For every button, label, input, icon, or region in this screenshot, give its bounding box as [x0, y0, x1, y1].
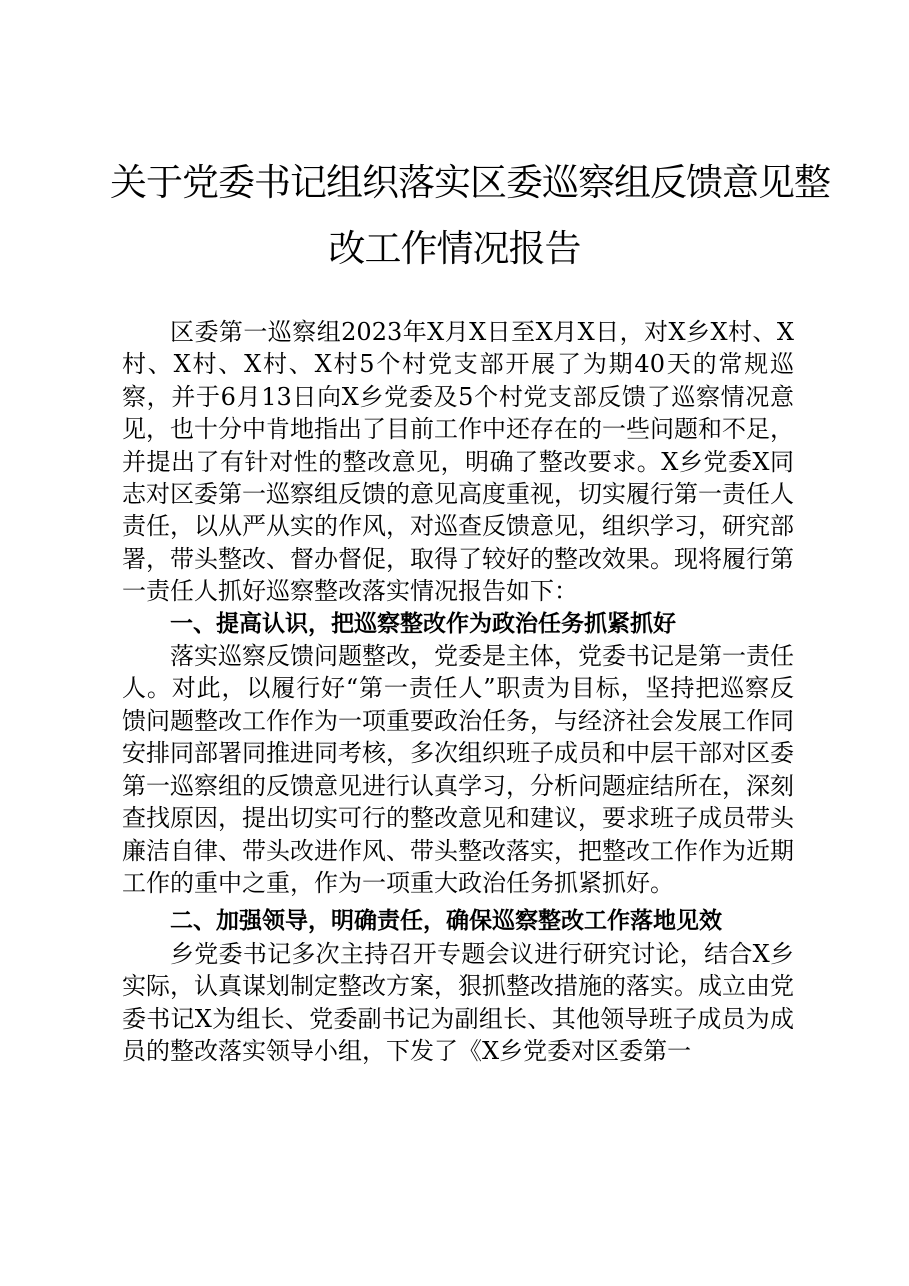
document-title-line-2: 改工作情况报告: [328, 227, 581, 270]
section-heading-2: 二、加强领导，明确责任，确保巡察整改工作落地见效: [170, 908, 722, 935]
intro-paragraph: 区委第一巡察组2023年X月X日至X月X日，对X乡X村、X村、X村、X村、X村5个村党支部开展了为期40天的常规巡察，并于6月13日向X乡党委及5个村党支部反馈了巡察情况意见，也十分中肯地指出了目前工作中还存在的一些问题和不足，并提出了有针对性的整改意见，明确了整改要求。X乡党委X同志对区委第一巡察组反馈的意见高度重视，切实履行第一责任人责任，以从严从实的作风，对巡查反馈意见，组织学习，研究部署，带头整改、督办督促，取得了较好的整改效果。现将履行第一责任人抓好巡察整改落实情况报告如下：: [122, 318, 794, 606]
document-body: [122, 316, 794, 1067]
section-heading-1: 一、提高认识，把巡察整改作为政治任务抓紧抓好: [170, 610, 676, 637]
section-2-paragraph: 乡党委书记多次主持召开专题会议进行研究讨论，结合X乡实际，认真谋划制定整改方案，狠抓整改措施的落实。成立由党委书记X为组长、党委副书记为副组长、其他领导班子成员为成员的整改落实领导小组，下发了《X乡党委对区委第一: [122, 939, 794, 1065]
section-1-paragraph: 落实巡察反馈问题整改，党委是主体，党委书记是第一责任人。对此，以履行好“第一责任人”职责为目标，坚持把巡察反馈问题整改工作作为一项重要政治任务，与经济社会发展工作同安排同部署同推进同考核，多次组织班子成员和中层干部对区委第一巡察组的反馈意见进行认真学习，分析问题症结所在，深刻查找原因，提出切实可行的整改意见和建议，要求班子成员带头廉洁自律、带头改进作风、带头整改落实，把整改工作作为近期工作的重中之重，作为一项重大政治任务抓紧抓好。: [122, 642, 794, 897]
document-title-line-1: 关于党委书记组织落实区委巡察组反馈意见整: [110, 161, 830, 204]
